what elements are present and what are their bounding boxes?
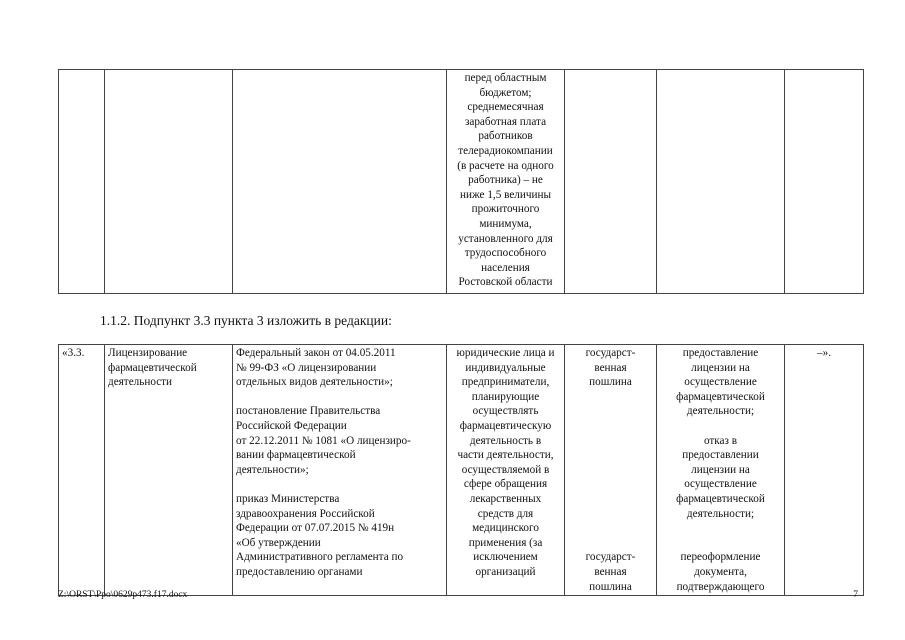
text-line: пошлина [589,376,632,389]
text-line [568,463,653,478]
text-line [568,492,653,507]
text-line: № 99-ФЗ «О лицензировании [236,361,377,374]
table-row [59,345,864,596]
applicants-lines [450,71,561,290]
cell-number [59,70,105,294]
text-line: осуществление [684,376,757,389]
text-line: Ростовской области [458,276,553,289]
table-row [59,70,864,294]
text-line: индивидуальные [465,361,546,374]
text-line: части деятельности, [457,449,554,462]
text-line [568,521,653,536]
applicants-lines [450,346,561,580]
text-line: деятельность в [469,434,542,447]
text-line: среднемесячная [467,101,544,114]
text-line: сфере обращения [463,478,548,491]
text-line [568,404,653,419]
text-line: отдельных видов деятельности»; [236,376,393,389]
text-line: телерадиокомпании [458,144,553,157]
text-line [568,434,653,449]
text-line: фармацевтической [676,492,765,505]
text-line: осуществление [684,478,757,491]
text-line: осуществлять [472,405,539,418]
text-line: государст- [585,347,636,359]
text-line [660,419,781,434]
cell-fee [565,345,657,596]
text-line: пошлина [589,580,632,593]
text-line: ниже 1,5 величины [460,188,551,201]
cell-name [105,70,233,294]
text-line: населения [481,261,530,274]
text-line [660,521,781,536]
text-line: предоставление [682,347,759,359]
text-line: заработная плата [464,115,547,128]
cell-applicants [447,345,565,596]
text-line: предприниматели, [461,376,550,389]
text-line: здравоохранения Российской [236,507,375,520]
text-line: государст- [585,551,636,564]
text-line: переоформление [680,551,761,564]
fee-lines [568,346,653,594]
legal-basis-lines [236,346,443,580]
section-heading: 1.1.2. Подпункт 3.3 пункта 3 изложить в редакции: [100,313,392,328]
cell-legal-basis [233,70,447,294]
cell-result [657,345,785,596]
text-line: установленного для [458,232,553,245]
text-line: предоставлении [682,449,759,462]
text-line [568,448,653,463]
text-line: перед областным [464,72,547,84]
text-line [236,477,443,492]
cell-fee [565,70,657,294]
text-line: организаций [475,565,536,578]
footer-path: Z:\ORST\Ppo\0629p473.f17.docx [58,590,188,600]
text-line: документа, [694,565,747,578]
text-line: минимума, [479,217,532,230]
text-line: венная [594,361,627,374]
text-line: планирующие [471,390,540,403]
cell-applicants [447,70,565,294]
text-line: Административного регламента по [236,551,404,564]
text-line: средств для [477,507,534,520]
text-line: предоставлению органами [236,565,363,578]
text-line: от 22.12.2011 № 1081 «О лицензиро- [236,434,411,447]
text-line: подтверждающего [676,580,765,593]
text-line: работников [478,130,533,143]
text-line: Федерации от 07.07.2015 № 419н [236,522,395,535]
text-line [568,390,653,405]
text-line: отказ в [703,434,738,447]
cell-legal-basis [233,345,447,596]
text-line: вании фармацевтической [236,449,356,462]
text-line: прожиточного [471,203,540,216]
text-line: лицензии на [691,361,750,374]
cell-number: «3.3. [59,345,105,596]
text-line: Федеральный закон от 04.05.2011 [236,347,396,359]
cell-result [657,70,785,294]
text-line: лекарственных [469,492,542,505]
text-line: применения (за [468,536,543,549]
text-line: лицензии на [691,463,750,476]
text-line [568,477,653,492]
text-line: Российской Федерации [236,419,347,432]
result-lines [660,346,781,594]
text-line: фармацевтической [676,390,765,403]
page-number: 7 [853,590,858,600]
text-line: осуществляемой в [461,463,550,476]
text-line: постановление Правительства [236,405,381,418]
text-line [568,536,653,551]
cell-last: –». [785,345,864,596]
text-line [568,507,653,522]
text-line: трудоспособного [464,247,547,260]
text-line: приказ Министерства [236,492,340,505]
cell-extra [785,70,864,294]
text-line: «Об утверждении [236,536,321,549]
text-line: бюджетом; [479,86,532,99]
text-line: деятельности; [686,405,755,418]
text-line: деятельности; [686,507,755,520]
text-line: юридические лица и [456,347,555,359]
text-line: деятельности»; [236,463,309,476]
text-line [236,390,443,405]
text-line: венная [594,565,627,578]
text-line: фармацевтическую [459,419,552,432]
cell-name: Лицензирование фармацевтической деятельности [105,345,233,596]
text-line: (в расчете на одного [457,159,554,172]
service-table [58,344,864,596]
continuation-table [58,69,864,294]
text-line [660,536,781,551]
text-line: медицинского [472,522,539,535]
text-line [568,419,653,434]
text-line: исключением [473,551,538,564]
text-line: работника) – не [468,174,543,187]
